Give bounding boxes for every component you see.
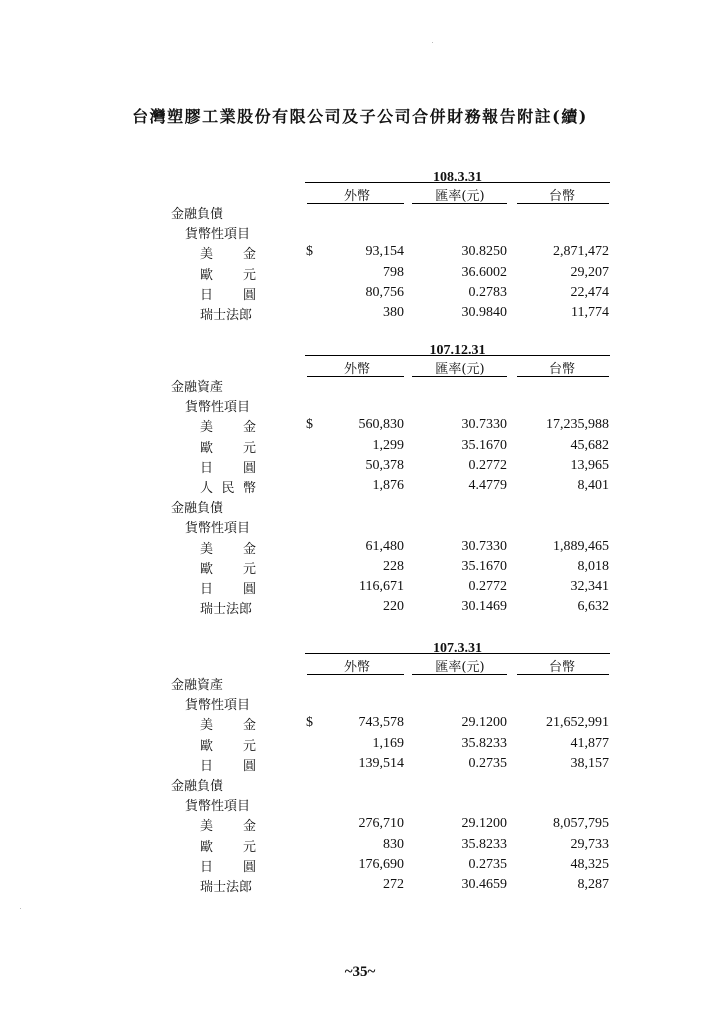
currency-name-char: 美	[200, 247, 214, 263]
subgroup-label: 貨幣性項目	[185, 400, 251, 416]
subgroup-label: 貨幣性項目	[185, 521, 251, 537]
currency-name-char: 金	[242, 420, 256, 436]
currency-name-char: 人	[200, 481, 214, 496]
twd-amount: 38,157	[570, 755, 609, 771]
column-header-rate: 匯率(元)	[435, 660, 485, 675]
column-header-underline	[412, 674, 507, 675]
currency-name-char: 美	[200, 541, 214, 557]
column-header-underline	[307, 376, 404, 377]
twd-amount: 17,235,988	[546, 417, 609, 433]
foreign-amount: 176,690	[358, 856, 404, 872]
column-header-twd: 台幣	[548, 189, 575, 204]
currency-name-char: 日	[200, 758, 214, 774]
header-rule	[305, 355, 610, 356]
currency-name-char: 圓	[242, 582, 256, 597]
foreign-amount: 743,578	[358, 715, 404, 731]
subgroup-label: 貨幣性項目	[185, 799, 251, 815]
currency-name	[200, 578, 256, 597]
group-label: 金融負債	[171, 779, 224, 794]
foreign-amount: 560,830	[358, 417, 404, 433]
group-label: 金融資產	[171, 380, 224, 395]
column-header-twd: 台幣	[548, 362, 575, 377]
column-header-underline	[307, 674, 404, 675]
header-rule	[305, 653, 610, 654]
section-date: 108.3.31	[433, 170, 482, 185]
currency-name	[200, 538, 256, 557]
column-header-underline	[517, 203, 609, 204]
exchange-rate: 30.7330	[461, 538, 507, 554]
currency-name	[200, 437, 256, 456]
foreign-amount: 93,154	[365, 244, 404, 260]
foreign-amount: 1,169	[372, 735, 404, 751]
exchange-rate: 30.1469	[461, 599, 507, 615]
group-label: 金融負債	[171, 207, 224, 222]
currency-name-char: 元	[242, 267, 256, 283]
currency-name-char: 日	[200, 582, 214, 597]
group-label: 金融資產	[171, 678, 224, 693]
currency-name-char: 日	[200, 460, 214, 476]
foreign-amount: 116,671	[359, 579, 404, 594]
currency-name-char: 歐	[200, 440, 214, 456]
currency-name-char: 日	[200, 287, 214, 303]
column-header-rate: 匯率(元)	[435, 362, 485, 377]
currency-name-char: 歐	[200, 839, 214, 855]
currency-name	[200, 477, 256, 496]
exchange-rate: 0.2772	[468, 457, 507, 473]
twd-amount: 8,401	[577, 478, 609, 493]
currency-name-char: 民	[221, 481, 235, 496]
currency-name-char: 金	[242, 819, 256, 835]
exchange-rate: 4.4779	[468, 478, 507, 493]
currency-name	[200, 457, 256, 476]
currency-name-char: 元	[242, 738, 256, 754]
twd-amount: 1,889,465	[553, 538, 609, 554]
currency-name	[200, 856, 256, 875]
currency-name-char: 圓	[242, 287, 256, 303]
exchange-rate: 0.2783	[468, 284, 507, 300]
scan-speck	[432, 42, 433, 43]
column-header-underline	[307, 203, 404, 204]
currency-name	[200, 714, 256, 733]
currency-name	[200, 264, 256, 283]
twd-amount: 21,652,991	[546, 715, 609, 731]
currency-symbol: $	[306, 715, 313, 731]
currency-name	[200, 836, 256, 855]
subgroup-label: 貨幣性項目	[185, 227, 251, 243]
twd-amount: 13,965	[570, 457, 609, 473]
column-header-underline	[517, 376, 609, 377]
exchange-rate: 0.2772	[468, 579, 507, 594]
foreign-amount: 220	[383, 599, 404, 615]
twd-amount: 11,774	[571, 305, 609, 320]
twd-amount: 8,287	[577, 877, 609, 892]
currency-name	[200, 558, 256, 577]
currency-symbol: $	[306, 244, 313, 260]
foreign-amount: 50,378	[365, 457, 404, 473]
currency-name-char: 圓	[242, 758, 256, 774]
twd-amount: 6,632	[577, 599, 609, 615]
twd-amount: 29,733	[570, 836, 609, 852]
currency-name	[200, 815, 256, 834]
page-title: 台灣塑膠工業股份有限公司及子公司合併財務報告附註(續)	[132, 107, 588, 126]
currency-name-char: 歐	[200, 738, 214, 754]
currency-name-char: 元	[242, 561, 256, 577]
column-header-twd: 台幣	[548, 660, 575, 675]
scan-speck	[20, 908, 21, 909]
exchange-rate: 0.2735	[468, 755, 507, 771]
twd-amount: 48,325	[570, 856, 609, 872]
currency-name: 瑞士法郎	[200, 880, 253, 895]
currency-name-char: 美	[200, 420, 214, 436]
exchange-rate: 29.1200	[461, 816, 507, 832]
currency-name-char: 圓	[242, 859, 256, 875]
currency-name	[200, 735, 256, 754]
exchange-rate: 30.8250	[461, 244, 507, 260]
currency-name-char: 美	[200, 819, 214, 835]
currency-name	[200, 755, 256, 774]
exchange-rate: 30.7330	[461, 417, 507, 433]
foreign-amount: 80,756	[365, 284, 404, 300]
twd-amount: 32,341	[570, 579, 609, 594]
group-label: 金融負債	[171, 501, 224, 517]
exchange-rate: 30.9840	[461, 305, 507, 320]
exchange-rate: 35.1670	[461, 437, 507, 453]
exchange-rate: 30.4659	[461, 877, 507, 892]
currency-name-char: 金	[242, 541, 256, 557]
currency-name-char: 幣	[242, 481, 256, 496]
foreign-amount: 1,876	[372, 478, 404, 493]
foreign-amount: 61,480	[365, 538, 404, 554]
column-header-foreign: 外幣	[343, 189, 370, 204]
currency-name-char: 金	[242, 718, 256, 734]
currency-name-char: 圓	[242, 460, 256, 476]
currency-name-char: 元	[242, 440, 256, 456]
column-header-foreign: 外幣	[343, 660, 370, 675]
twd-amount: 45,682	[570, 437, 609, 453]
column-header-rate: 匯率(元)	[435, 189, 485, 204]
exchange-rate: 36.6002	[461, 264, 507, 280]
exchange-rate: 0.2735	[468, 856, 507, 872]
twd-amount: 29,207	[570, 264, 609, 280]
currency-name-char: 日	[200, 859, 214, 875]
foreign-amount: 830	[383, 836, 404, 852]
currency-name-char: 金	[242, 247, 256, 263]
exchange-rate: 35.8233	[461, 836, 507, 852]
currency-name-char: 歐	[200, 561, 214, 577]
column-header-foreign: 外幣	[343, 362, 370, 377]
currency-name: 瑞士法郎	[200, 602, 253, 618]
currency-name	[200, 243, 256, 262]
column-header-underline	[412, 376, 507, 377]
foreign-amount: 228	[383, 558, 404, 574]
currency-name-char: 歐	[200, 267, 214, 283]
section-date: 107.3.31	[433, 641, 482, 656]
twd-amount: 22,474	[570, 284, 609, 300]
currency-name	[200, 284, 256, 303]
foreign-amount: 380	[383, 305, 404, 320]
foreign-amount: 1,299	[372, 437, 404, 453]
currency-name: 瑞士法郎	[200, 308, 253, 323]
column-header-underline	[412, 203, 507, 204]
foreign-amount: 139,514	[358, 755, 404, 771]
twd-amount: 2,871,472	[553, 244, 609, 260]
exchange-rate: 35.8233	[461, 735, 507, 751]
exchange-rate: 29.1200	[461, 715, 507, 731]
subgroup-label: 貨幣性項目	[185, 698, 251, 714]
twd-amount: 41,877	[570, 735, 609, 751]
foreign-amount: 272	[383, 877, 404, 892]
foreign-amount: 798	[383, 264, 404, 280]
twd-amount: 8,018	[577, 558, 609, 574]
section-date: 107.12.31	[429, 343, 486, 358]
column-header-underline	[517, 674, 609, 675]
currency-name-char: 元	[242, 839, 256, 855]
currency-name-char: 美	[200, 718, 214, 734]
foreign-amount: 276,710	[358, 816, 404, 832]
page-number: ~35~	[344, 964, 376, 980]
exchange-rate: 35.1670	[461, 558, 507, 574]
twd-amount: 8,057,795	[553, 816, 609, 832]
currency-name	[200, 416, 256, 435]
header-rule	[305, 182, 610, 183]
currency-symbol: $	[306, 417, 313, 433]
